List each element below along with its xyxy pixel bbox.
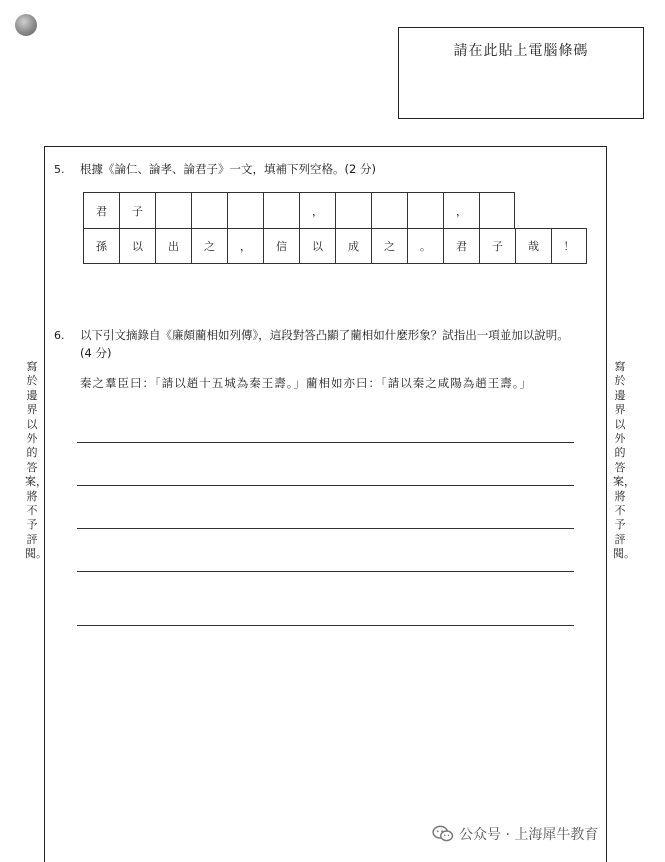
grid-cell: 以 [299,228,335,264]
right-margin-note: 寫於邊界以外的答案，將不予評閱。 [613,360,635,561]
watermark [432,824,598,844]
q5-grid-row-1 [83,192,587,228]
grid-cell: 之 [191,228,227,264]
grid-cell: 孫 [83,228,119,264]
answer-line[interactable] [77,442,574,443]
grid-cell: 出 [155,228,191,264]
grid-cell[interactable] [371,192,407,228]
grid-cell[interactable] [191,192,227,228]
grid-cell[interactable]: ， [299,192,335,228]
q5-grid-row-2 [83,228,587,264]
grid-cell: ， [227,228,263,264]
grid-cell[interactable]: 子 [119,192,155,228]
grid-cell[interactable] [479,192,515,228]
grid-cell: ！ [551,228,587,264]
grid-cell[interactable] [227,192,263,228]
grid-cell[interactable]: ， [443,192,479,228]
grid-cell: 子 [479,228,515,264]
grid-cell[interactable] [407,192,443,228]
barcode-label: 請在此貼上電腦條碼 [453,43,589,59]
watermark-text: 公众号 · 上海犀牛教育 [459,827,599,843]
left-margin-note: 寫於邊界以外的答案，將不予評閱。 [25,360,47,561]
grid-cell: 信 [263,228,299,264]
q5-character-grid [83,192,587,264]
barcode-box [398,27,644,119]
grid-cell[interactable] [335,192,371,228]
grid-cell: 以 [119,228,155,264]
punch-hole [15,14,37,36]
grid-cell[interactable] [263,192,299,228]
answer-line[interactable] [77,571,574,572]
q6-number: 6. [54,329,65,342]
grid-cell: 哉 [515,228,551,264]
grid-cell[interactable]: 君 [83,192,119,228]
q6-quote: 秦之羣臣曰：「請以趙十五城為秦王壽。」藺相如亦曰：「請以秦之咸陽為趙王壽。」 [80,376,532,390]
q5-text: 根據《論仁、論孝、論君子》一文，填補下列空格。(2 分) [80,162,376,176]
grid-cell: 。 [407,228,443,264]
wechat-icon [432,825,454,843]
q5-number: 5. [54,163,65,176]
q6-text: 以下引文摘錄自《廉頗藺相如列傳》，這段對答凸顯了藺相如什麼形象？試指出一項並加以說明。(4 分) [80,328,569,360]
answer-line[interactable] [77,485,574,486]
answer-line[interactable] [77,528,574,529]
grid-cell: 成 [335,228,371,264]
grid-cell[interactable] [155,192,191,228]
grid-cell: 君 [443,228,479,264]
grid-cell: 之 [371,228,407,264]
answer-line[interactable] [77,625,574,626]
